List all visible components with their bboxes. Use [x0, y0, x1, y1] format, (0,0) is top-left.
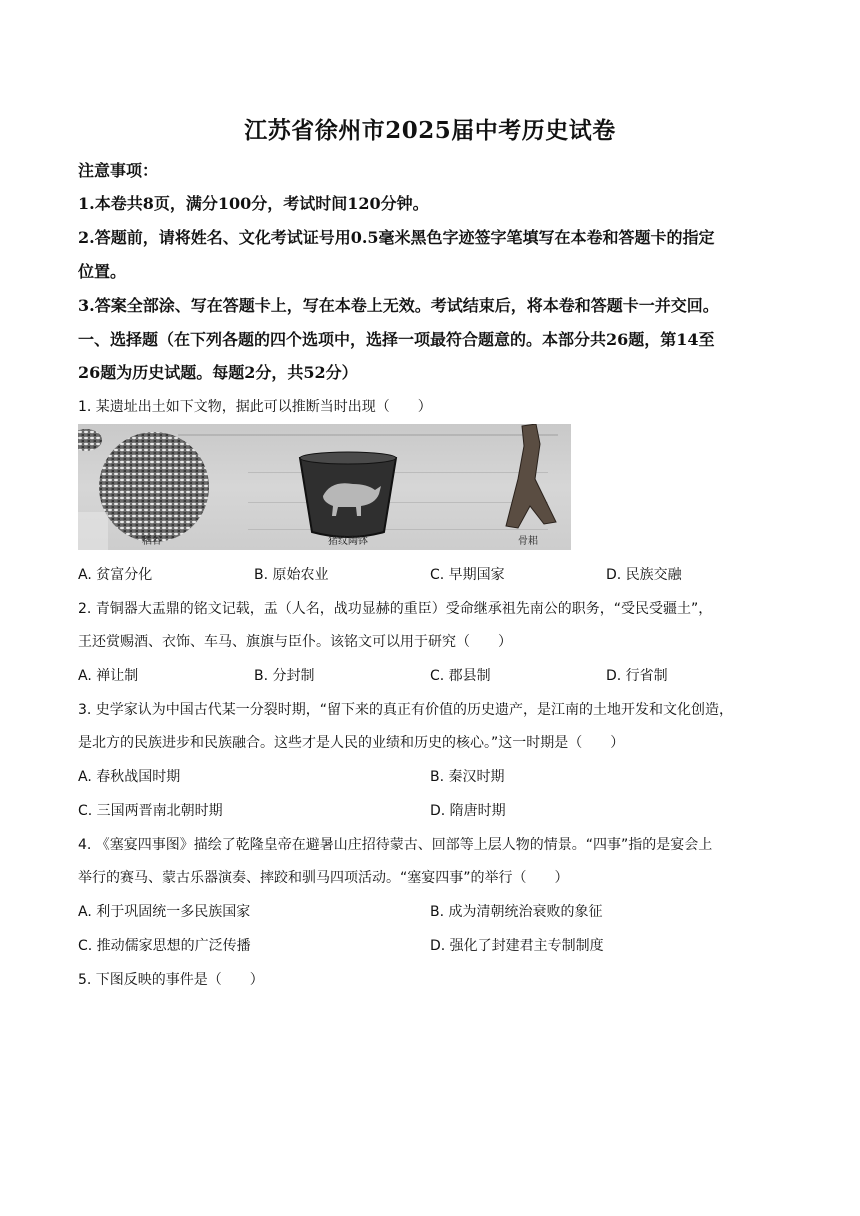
caption-bone-spade: 骨耜: [518, 536, 538, 547]
caption-rice: 稻谷: [142, 536, 162, 547]
q1-option-a[interactable]: A. 贫富分化: [78, 567, 153, 583]
q4-stem-line2: 举行的赛马、蒙古乐器演奏、摔跤和驯马四项活动。“塞宴四事”的举行（ ）: [78, 870, 569, 886]
q2-stem-line1: 2. 青铜器大盂鼎的铭文记载，盂（人名，战功显赫的重臣）受命继承祖先南公的职务，“受民受疆土”，: [78, 601, 713, 617]
q4-option-b[interactable]: B. 成为清朝统治衰败的象征: [430, 904, 603, 920]
q1-artifact-photo: [78, 424, 571, 550]
section-heading-line1: 一、选择题（在下列各题的四个选项中，选择一项最符合题意的。本部分共26题，第14至: [78, 330, 715, 349]
rice-fragment: [78, 429, 102, 451]
q4-option-c[interactable]: C. 推动儒家思想的广泛传播: [78, 938, 251, 954]
caption-pig-bowl: 猪纹陶钵: [328, 536, 368, 547]
note-3: 3.答案全部涂、写在答题卡上，写在本卷上无效。考试结束后，将本卷和答题卡一并交回。: [78, 296, 719, 315]
q3-stem-line1: 3. 史学家认为中国古代某一分裂时期，“留下来的真正有价值的历史遗产，是江南的土地开发和文化创造，: [78, 702, 734, 718]
q2-option-b[interactable]: B. 分封制: [254, 668, 315, 684]
section-heading-line2: 26题为历史试题。每题2分，共52分）: [78, 363, 358, 382]
rice-grains-image: [99, 432, 209, 542]
page-title: 江苏省徐州市2025届中考历史试卷: [244, 117, 616, 144]
q5-stem: 5. 下图反映的事件是（ ）: [78, 972, 264, 988]
q3-stem-line2: 是北方的民族进步和民族融合。这些才是人民的业绩和历史的核心。”这一时期是（ ）: [78, 735, 625, 751]
q2-stem-line2: 王还赏赐酒、衣饰、车马、旗旗与臣仆。该铭文可以用于研究（ ）: [78, 634, 512, 650]
q4-stem-line1: 4. 《塞宴四事图》描绘了乾隆皇帝在避暑山庄招待蒙古、回部等上层人物的情景。“四事”指的是宴会上: [78, 837, 713, 853]
q1-option-d[interactable]: D. 民族交融: [606, 567, 682, 583]
note-2-line1: 2.答题前，请将姓名、文化考试证号用0.5毫米黑色字迹签字笔填写在本卷和答题卡的指定: [78, 228, 715, 247]
q2-option-c[interactable]: C. 郡县制: [430, 668, 491, 684]
notes-heading: 注意事项：: [78, 161, 159, 180]
q2-option-d[interactable]: D. 行省制: [606, 668, 668, 684]
q2-option-a[interactable]: A. 禅让制: [78, 668, 139, 684]
q3-option-a[interactable]: A. 春秋战国时期: [78, 769, 181, 785]
q1-option-b[interactable]: B. 原始农业: [254, 567, 329, 583]
q1-option-c[interactable]: C. 早期国家: [430, 567, 505, 583]
note-1: 1.本卷共8页，满分100分，考试时间120分钟。: [78, 194, 429, 213]
q3-option-b[interactable]: B. 秦汉时期: [430, 769, 505, 785]
q3-option-c[interactable]: C. 三国两晋南北朝时期: [78, 803, 223, 819]
q1-stem: 1. 某遗址出土如下文物，据此可以推断当时出现（ ）: [78, 399, 432, 415]
q3-option-d[interactable]: D. 隋唐时期: [430, 803, 506, 819]
note-2-line2: 位置。: [78, 262, 127, 281]
q4-option-a[interactable]: A. 利于巩固统一多民族国家: [78, 904, 251, 920]
bone-spade-image: [506, 424, 556, 528]
q4-option-d[interactable]: D. 强化了封建君主专制制度: [430, 938, 604, 954]
